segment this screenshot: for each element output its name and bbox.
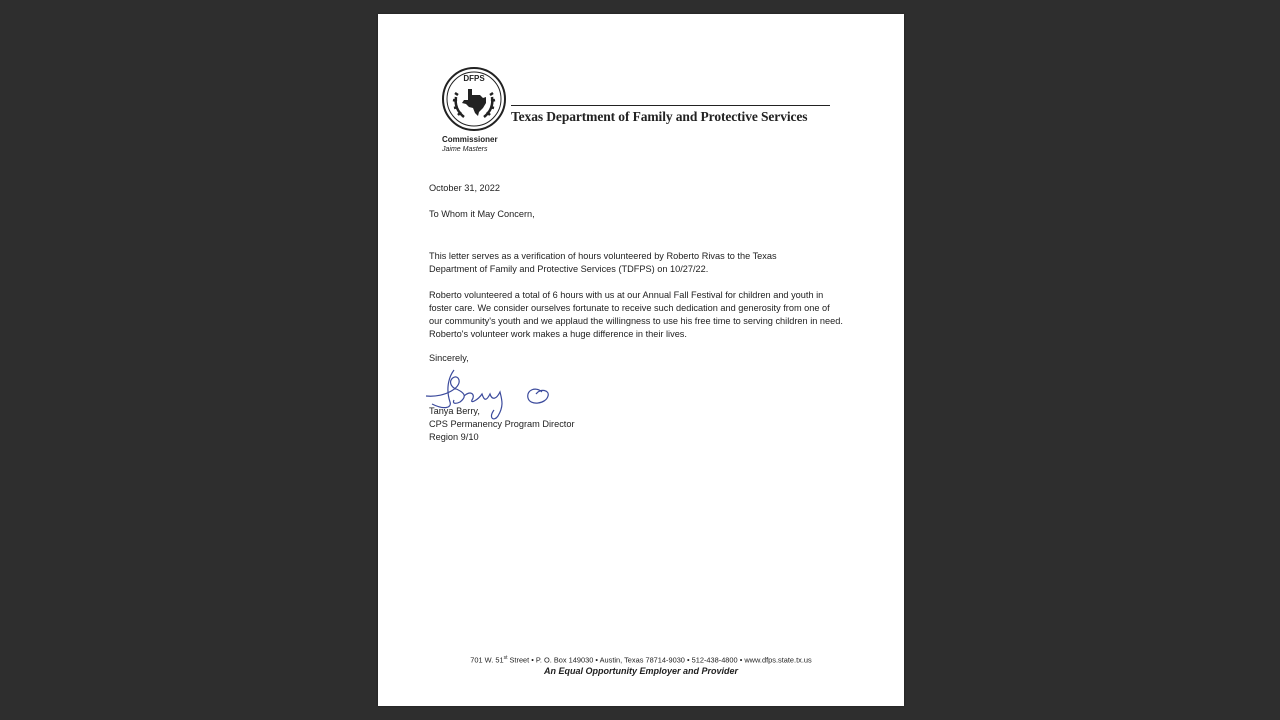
seal-text: DFPS — [463, 74, 485, 83]
signer-title: CPS Permanency Program Director — [429, 419, 575, 429]
letter-paragraph-2: Roberto volunteered a total of 6 hours with us at our Annual Fall Festival for children and youth in foster care. We consider ourselves fortunate to receive such dedication and generosity from one of our community's youth and we applaud the willingness to use his free time to serving children in need. Roberto's volunteer work makes a huge difference in their lives. — [429, 290, 843, 339]
commissioner-block — [442, 135, 498, 155]
commissioner-name: Jaime Masters — [442, 146, 488, 153]
letter-paragraph-1: This letter serves as a verification of hours volunteered by Roberto Rivas to the Texas Department of Family and Protective Services (TDFPS) on 10/27/22. — [429, 251, 777, 274]
footer-address-sup: st — [503, 655, 508, 661]
signer-name: Tanya Berry, — [429, 406, 480, 416]
commissioner-title: Commissioner — [442, 135, 498, 144]
letter-page — [378, 14, 904, 706]
department-name: Texas Department of Family and Protective Services — [511, 109, 808, 124]
letter-salutation: To Whom it May Concern, — [429, 209, 535, 219]
dfps-seal-logo — [442, 67, 506, 131]
header-rule — [511, 105, 830, 106]
footer-address-rest: Street • P. O. Box 149030 • Austin, Texas 78714-9030 • 512-438-4800 • www.dfps.state.tx.us — [507, 655, 812, 665]
footer-address — [378, 655, 904, 664]
letter-closing: Sincerely, — [429, 353, 469, 363]
signer-region: Region 9/10 — [429, 432, 479, 442]
footer-address-start: 701 W. 51 — [470, 655, 504, 665]
letter-date: October 31, 2022 — [429, 183, 500, 193]
footer-eeo: An Equal Opportunity Employer and Provider — [543, 666, 739, 676]
